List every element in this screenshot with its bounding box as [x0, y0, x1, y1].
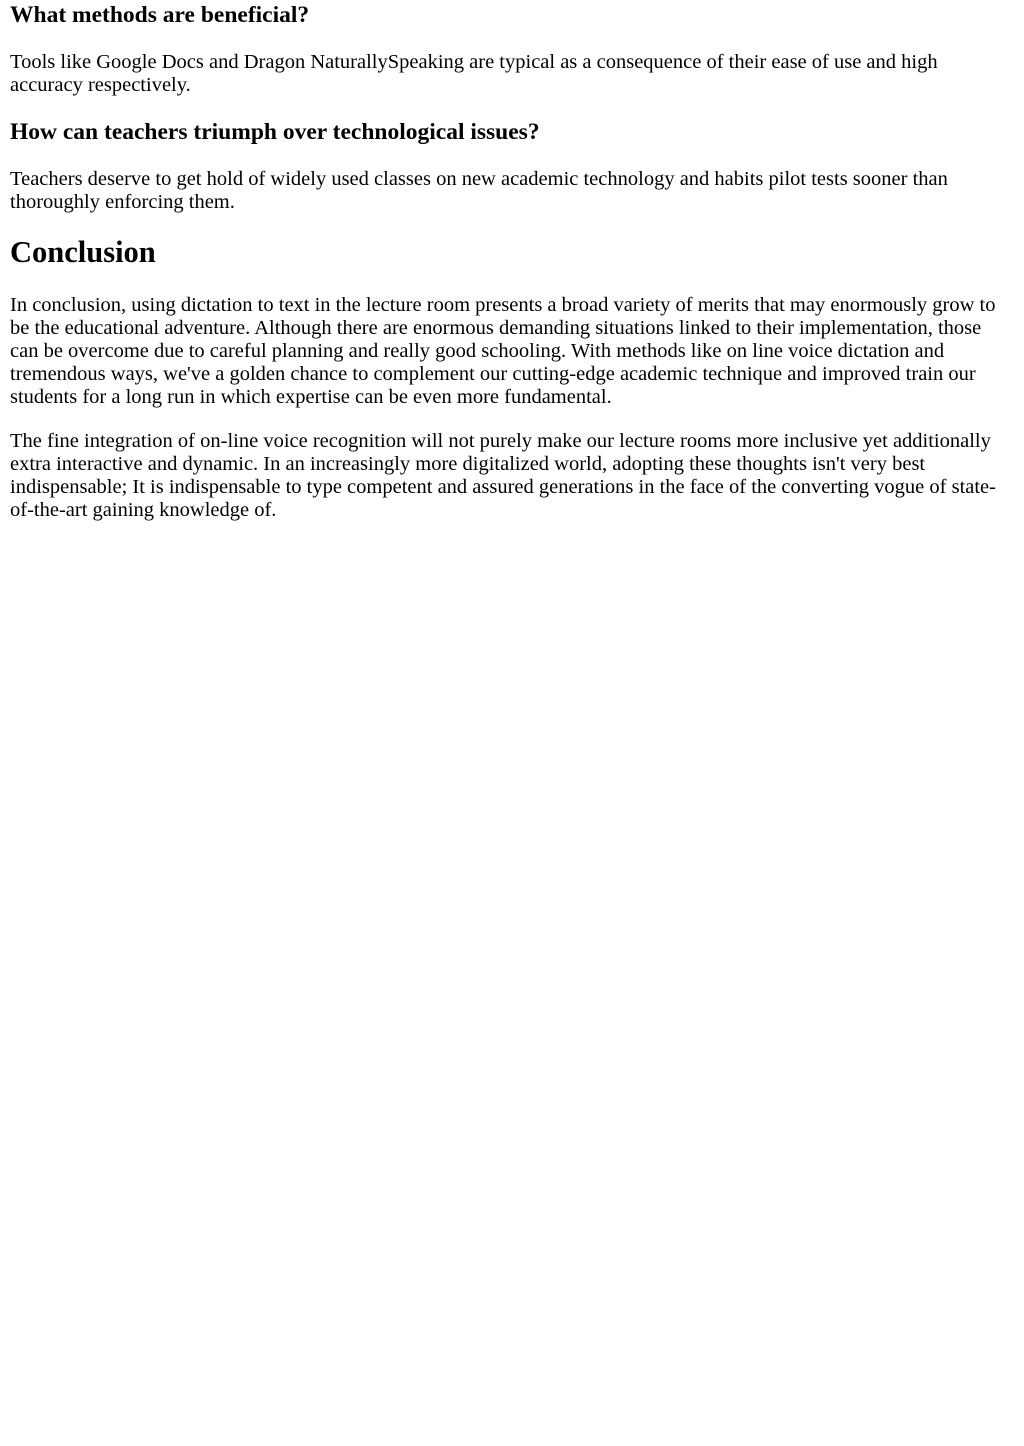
faq-question-heading: What methods are beneficial? — [10, 2, 310, 28]
conclusion-heading: Conclusion — [10, 235, 156, 269]
document-body — [0, 1, 1014, 522]
conclusion-paragraph: In conclusion, using dictation to text in the lecture room presents a broad variety of merits that may enormously grow to be the educational adventure. Although there are enormous demanding situations linked to their implementation, those can be overcome due to careful planning and really good schooling. With methods like on line voice dictation and tremendous ways, we've a golden chance to complement our cutting-edge academic technique and improved train our students for a long run in which expertise can be even more fundamental. — [10, 294, 996, 408]
faq-answer-paragraph: Tools like Google Docs and Dragon NaturallySpeaking are typical as a consequence of their ease of use and high accuracy respectively. — [10, 51, 938, 96]
faq-question-heading: How can teachers triumph over technological issues? — [10, 119, 540, 145]
conclusion-paragraph: The fine integration of on-line voice recognition will not purely make our lecture rooms more inclusive yet additionally extra interactive and dynamic. In an increasingly more digitalized world, adopting these thoughts isn't very best indispensable; It is indispensable to type competent and assured generations in the face of the converting vogue of state-of-the-art gaining knowledge of. — [10, 430, 996, 521]
faq-answer-paragraph: Teachers deserve to get hold of widely used classes on new academic technology and habits pilot tests sooner than thoroughly enforcing them. — [10, 168, 948, 213]
